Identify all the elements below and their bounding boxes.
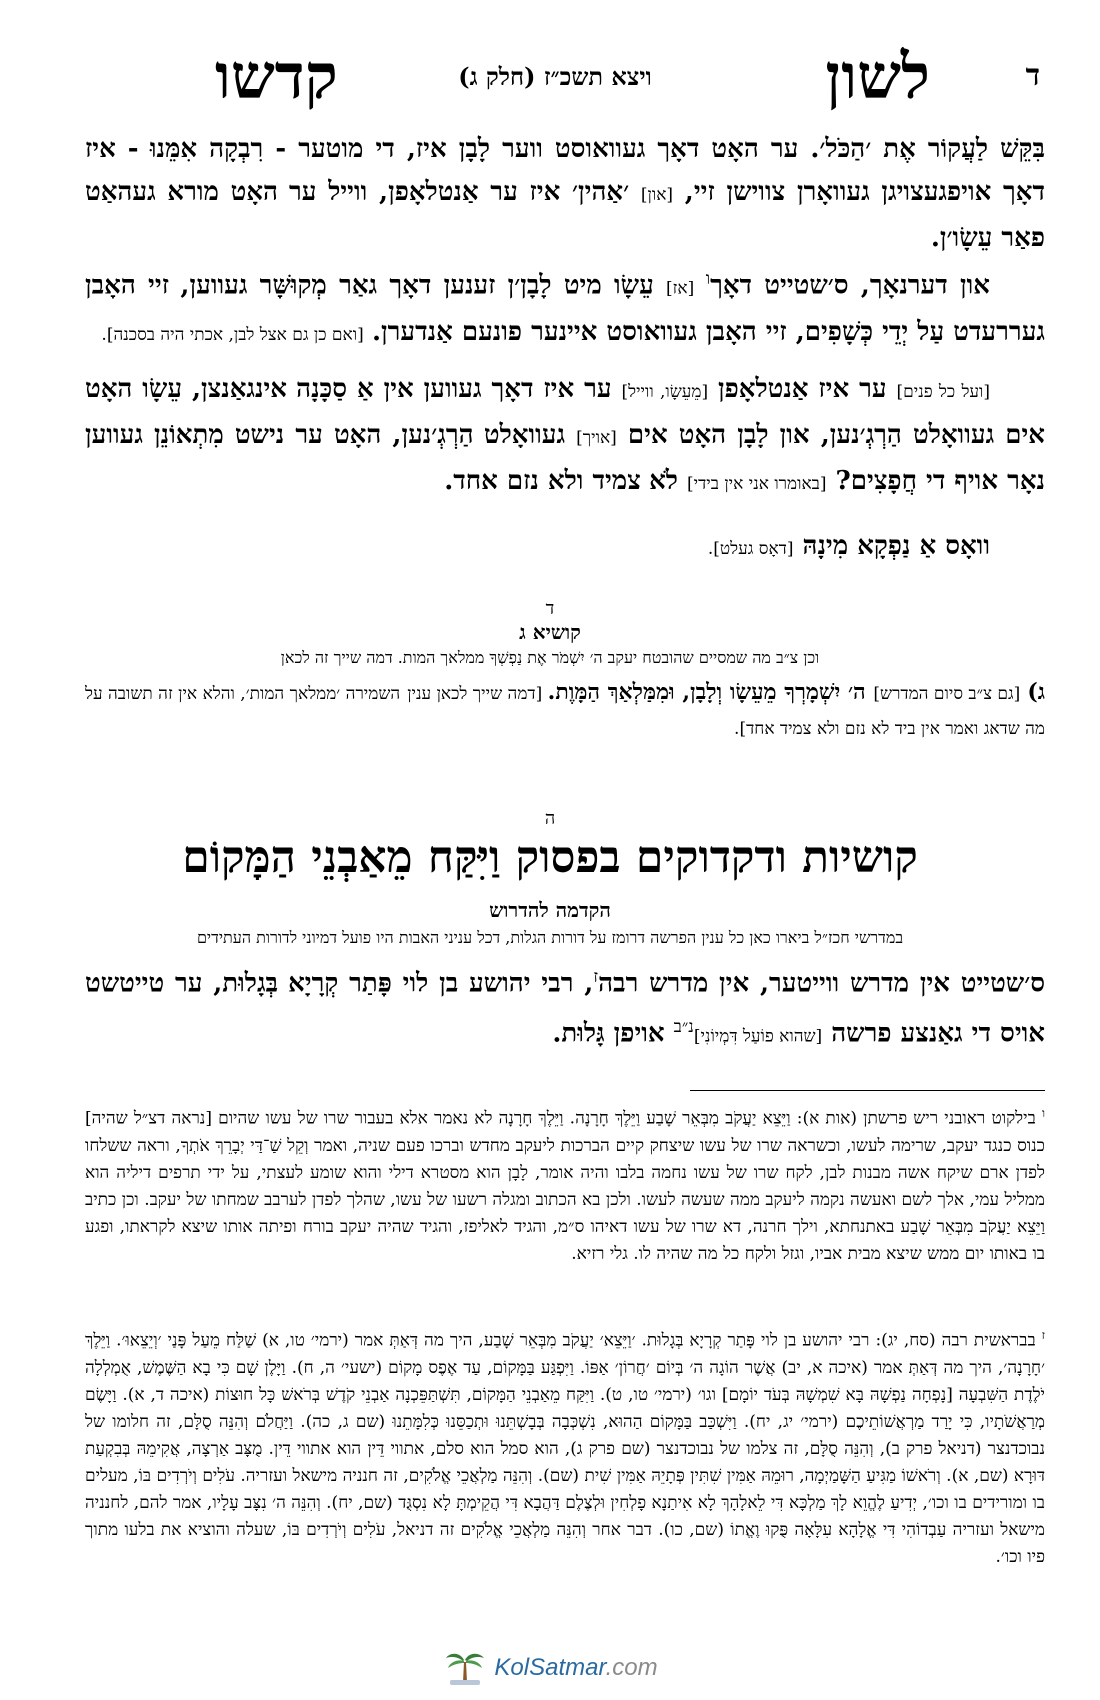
paragraph-text: ס׳שטייט אין מדרש ווייטער, אין מדרש רבה	[598, 968, 1046, 999]
header-parsha: ויצא תשכ״ז (חלק ג)	[458, 62, 652, 91]
paragraph-text: און דערנאָך, ס׳שטייט דאָך	[710, 270, 990, 301]
site-footer	[0, 1650, 1100, 1690]
page-number: ד	[1025, 58, 1040, 93]
palm-tree-icon	[442, 1650, 488, 1686]
paragraph-text: האָט מורא געהאַט פאַר עֵשָׂו׳ן.	[85, 177, 1045, 253]
bracket-note: [ועל כל פנים]	[896, 382, 990, 402]
paragraph-text: ער איז דאָך געווען אין אַ סַכָּנָה	[296, 374, 622, 404]
logo-tld-text: .com	[605, 1654, 658, 1681]
paragraph-text: וואָס אַ נַפְקָא מִינָהּ	[793, 531, 990, 561]
paragraph-text: לֹא	[649, 466, 688, 496]
footnote-mark: נ״ב	[673, 1016, 694, 1037]
header-title-left: קדשו	[215, 40, 338, 113]
header-title-right: לשון	[825, 40, 930, 113]
question-paragraph	[85, 676, 1045, 746]
paragraph-text: אינגאַנצן, עֵשָׂו האָט אים געוואָלט הַרְגְ׳נען, און לָבָן האָט אים	[85, 374, 1045, 450]
bracket-note: [און]	[640, 185, 674, 205]
bracket-note: [דמה שייך לכאן ענין	[407, 684, 548, 704]
page-header	[70, 40, 1040, 120]
section-main-title: קושיות ודקדוקים בפסוק וַיִּקַּח מֵאַבְנֵי הַמָּקוֹם	[182, 832, 918, 883]
bracket-note: [ואם כן גם אצל לבן, אכתי היה בסכנה].	[101, 324, 364, 345]
section-letter: ה	[544, 808, 556, 829]
paragraph-3	[85, 368, 1045, 506]
section-letter: ד	[545, 598, 555, 619]
footnote-number: ו	[1041, 1106, 1046, 1120]
paragraph-text: געוואָלט	[483, 420, 577, 450]
bracket-note: [אז]	[666, 278, 695, 299]
footnote-mark: ו	[705, 269, 711, 289]
paragraph-text: - איז דאָך אויפגעצויגן געוואָרן צווישן זיי,	[85, 134, 1046, 207]
paragraph-1	[85, 128, 1045, 260]
paragraph-text: ער איז אַנטלאָפן	[708, 374, 897, 404]
footnote	[85, 1322, 1045, 1571]
site-logo	[442, 1650, 657, 1686]
footnote-text: בבראשית רבה (סח, יג): רבי יהושע בן לוי פָּתַר קְרָיָא בְּגָלוּת. ׳וַיֵּצֵא׳ יַעֲקֹב מִבְּאֵר שָׁבַע, היך מה דְּאַתְּ אמר (ירמי׳ טו, א) שַׁלַּח מֵעַל פָּנַי ׳וְיֵצֵאוּ׳. וַיֵּלֶךְ ׳חָרָנָה׳, היך מה דְּאַתְּ אמר (איכה א, יב) אֲשֶׁר הוֹגָה ה׳ בְּיוֹם ׳חֲרוֹן׳ אַפּוֹ. וַיִּפְגַּע בַּמָּקוֹם, עַד אֶפֶס מָקוֹם (ישעי׳ ה, ח). וַיָּלֶן שָׁם כִּי בָא הַשֶּׁמֶשׁ, אֻמְלְלָה יֹלֶדֶת הַשִּׁבְעָה [נָפְחָה נַפְשָׁהּ בָּא שִׁמְשָׁהּ בְּעֹד יוֹמָם] וגו׳ (ירמי׳ טו, ט). וַיִּקַּח מֵאַבְנֵי הַמָּקוֹם, תִּשְׁתַּפֵּכְנָה אַבְנֵי קֹדֶשׁ בְּרֹאשׁ כָּל חוּצוֹת (איכה ד, א). וַיָּשֶׂם מְרַאֲשֹׁתָיו, כִּי יָרַד מַרְאֲשׁוֹתֵיכֶם (ירמי׳ יג, יח). וַיִּשְׁכַּב בַּמָּקוֹם הַהוּא, נִשְׁכְּבָה בְּבָשְׁתֵּנוּ וּתְכַסֵּנוּ כְּלִמָּתֵנוּ (שם ג, כה). וַיַּחֲלֹם וְהִנֵּה סֻלָּם, זה חלומו של נבוכדנצר (דניאל פרק ב), וְהִנֵּה סֻלָּם, זה צלמו של נבוכדנצר (שם פרק ג), הוא סמל הוא סלם, אתווי דֵּין הוא אתווי דֵּין. מֻצָּב אַרְצָה, אֲקִימֵהּ בְּבִקְעַת דּוּרָא (שם, א). וְרֹאשׁוֹ מַגִּיעַ הַשָּׁמַיְמָה, רוּמֵהּ אַמִּין שִׁתִּין פְּתָיֵהּ אַמִּין שִׁית (שם). וְהִנֵּה מַלְאֲכֵי אֱלֹקִים, זה חנניה מישאל ועזריה. עֹלִים וְיֹרְדִים בּוֹ, מעלים בו ומורידים בו וכו׳, יְדִיעַ לֶהֱוֵא לָךְ מַלְכָּא דִּי לֵאלָהָךְ לָא אִיתַנָא פָלְחִין וּלְצֶלֶם דַּהֲבָא דִּי הֲקֵימְתָּ לָא נִסְגֻּד (שם, יח). וְהִנֵּה ה׳ נִצָּב עָלָיו, אמר להם, לחנניה מישאל ועזריה עַבְדוֹהִי דִּי אֱלָהָא עִלָּאָה פֻּקוּ וֶאֱתוֹ (שם, כו). דבר אחר וְהִנֵּה מַלְאֲכֵי אֱלֹקִים זה דניאל, עֹלִים וְיֹרְדִים בּוֹ, שעלה והוציא את בלעו מתוך פיו וכו׳.	[85, 1330, 1045, 1567]
logo-main-text: KolSatmar	[494, 1654, 606, 1681]
bracket-note: [שהוא פוֹעַל דִּמְיוֹנִי]	[693, 1026, 823, 1047]
footnote	[85, 1100, 1045, 1268]
section-title: קושיא ג	[519, 620, 581, 644]
footnote-number: ז	[1041, 1328, 1046, 1342]
bracket-note: [מֵעֵשָׂו, ווייל]	[621, 382, 709, 402]
site-logo-text	[494, 1654, 657, 1682]
paragraph-2	[85, 258, 1045, 357]
paragraph-text: הַרְגְ׳נען, האָט ער נישט מִתְאוֹנֵן געווען נאָר אויף די חֲפָצִים?	[85, 420, 1045, 496]
footnote-text: בילקוט ראובני ריש פרשתן (אות א): וַיֵּצֵא יַעֲקֹב מִבְּאֵר שָׁבַע וַיֵּלֶךְ חָרָנָה. וַיֵּלֶךְ חָרָנָה לא נאמר אלא בעבור שרו של עשו שהיום [נראה דצ״ל שהיה] כנוס כנגד יעקב, שרימה לעשו, וכשראה שרו של עשו שיצחק קיים הברכות ליעקב מחדש וברכו פעם שניה, ואמר וְקֵל שַׁ־דַּי יְבָרֵךְ אֹתְךָ, וראה ששלחו לפדן ארם שיקח אשה מבנות לבן, לקח שרו של עשו נחמה בלבו והיה אומר, לָבָן הוא מסטרא דילי והוא שומע לעצתי, על ידי תרפים דיליה הוא ממליל עמי, אלך לשם ואעשה נקמה ליעקב ממה שעשה לעשו. ולכן בא הכתוב ומגלה רשעו של עשו, שהלך לפדן לערבב שמחתו של יעקב. וכן כתיב וַיֵּצֵא יַעֲקֹב מִבְּאֵר שָׁבַע באתנחתא, וילך חרנה, דא שרו של עשו דאיהו ס״מ, והגיד לאליפז, והגיד שהיה יעקב בורח ופיתה אותו שיצא לקראתו, ופגע בו באותו יום ממש שיצא מבית אביו, וגזל ולקח כל מה שהיה לו. גלי רזיא.	[85, 1108, 1045, 1264]
paragraph-text: בְּגָלוּת, ער טייטשט אויס די גאַנצע פרשה	[85, 968, 1045, 1049]
footnote-divider	[690, 1090, 1045, 1091]
bracket-note: [באומרו אני אין בידי]	[687, 474, 827, 494]
paragraph-text: ׳אַהין׳ איז ער אַנטלאָפן, ווייל ער	[288, 177, 641, 207]
paragraph-5	[85, 956, 1045, 1058]
question-label: ג)	[1027, 679, 1045, 705]
paragraph-text: בִּקֵּשׁ לַעֲקוֹר אֶת ׳הַכֹּל׳. ער האָט דאָך געוואוסט ווער לָבָן איז, די מוטער - רִבְקָה אִמֵּנוּ	[149, 134, 1045, 164]
paragraph-text: צמיד ולא נזם אחד.	[444, 466, 641, 496]
footnote-mark: ז	[593, 967, 599, 987]
bracket-note: השמירה ׳ממלאך המות׳, והלא אין זה תשובה על מה שדאג ואמר אין ביד לא נזם ולא צמיד אחד].	[85, 684, 1045, 739]
section-note: וכן צ״ב מה שמסיים שהובטח יעקב ה׳ יִשְׁמֹר אֶת נַפְשְׁךָ ממלאך המות. דמה שייך זה לכאן	[280, 648, 820, 667]
bracket-note: [גם צ״ב סיום המדרש]	[873, 684, 1021, 704]
bracket-note: [דאָס געלט].	[707, 539, 794, 559]
paragraph-text: , רבי יהושע בן לוי פָּתַר קְרָיָא	[288, 968, 594, 999]
paragraph-text: זיי האָבן געררעדט עַל יְדֵי כְּשָׁפִים, זיי האָבן געוואוסט איינער פונעם אַנדערן.	[85, 270, 1045, 347]
paragraph-text: עֵשָׂו מיט לָבָן׳ן זענען דאָך גאַר מְקוּשָּׁר געווען,	[180, 270, 667, 301]
bracket-note: [אויך]	[576, 428, 617, 448]
paragraph-text: אויפן גָּלוּת.	[552, 1018, 674, 1049]
section-subtitle: הקדמה להדרוש	[489, 898, 611, 922]
paragraph-4	[85, 525, 1045, 571]
question-quote: ה׳ יִשְׁמָרְךָ מֵעֵשָׂו וְלָבָן, וּמִמַּלְאַךְ הַמָּוֶת.	[547, 679, 874, 705]
section-note: במדרשי חכז״ל ביארו כאן כל ענין הפרשה דרומז על דורות הגלות, דכל עניני האבות היו פועל דמיוני לדורות העתידים	[196, 928, 904, 947]
